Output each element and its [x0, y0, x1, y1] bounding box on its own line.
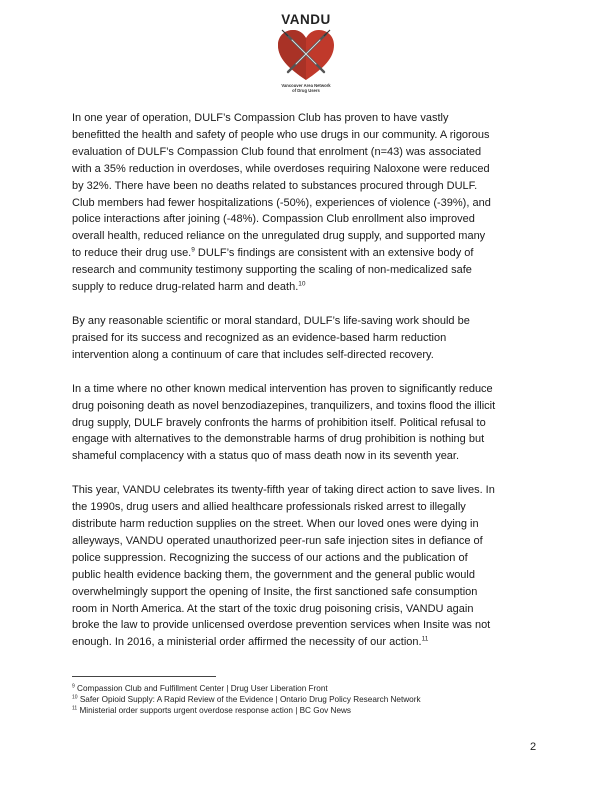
paragraph-1 — [72, 110, 542, 296]
footnote-link[interactable]: Safer Opioid Supply: A Rapid Review of the Evidence | Ontario Drug Policy Research Network — [77, 695, 421, 705]
text-line — [72, 245, 542, 262]
text-line: This year, VANDU celebrates its twenty-fifth year of taking direct action to save lives. In — [72, 484, 495, 497]
text-line: with a 35% reduction in overdoses, while overdoses requiring Naloxone were reduced — [72, 162, 490, 175]
text-line: broke the law to provide unlicensed overdose prevention services when Insite was not — [72, 619, 491, 632]
text-line: by 32%. There have been no deaths related to substances procured through DULF. — [72, 179, 478, 192]
text-line: Club members had fewer hospitalizations (-50%), experiences of violence (-39%), and — [72, 196, 491, 209]
text-line: In a time where no other known medical intervention has proven to significantly reduce — [72, 382, 493, 395]
text-line: public health evidence backing them, the government and the general public would — [72, 568, 475, 581]
footnote-10[interactable] — [72, 694, 542, 705]
footnote-number: 10 — [72, 694, 78, 701]
text-line: overall health, reduced reliance on the unregulated drug supply, and supported many — [72, 230, 486, 243]
text-segment: DULF’s findings are consistent with an extensive body of — [194, 247, 474, 260]
logo-title: VANDU — [281, 12, 331, 27]
page-header — [0, 0, 612, 100]
text-line: the 1990s, drug users and allied healthcare professionals risked arrest to illegally — [72, 501, 466, 514]
logo-subtitle-line2: of Drug Users — [292, 88, 320, 93]
text-line: police interactions after joining (-48%). Compassion Club enrollment also improved — [72, 213, 475, 226]
footnote-ref-9[interactable]: 9 — [191, 246, 195, 254]
text-line: distribute harm reduction supplies on the street. When our loved ones were dying in — [72, 518, 479, 531]
footnotes — [72, 683, 542, 717]
text-line: engage with alternatives to the demonstrable harms of drug prohibition is nothing but — [72, 433, 485, 446]
footnote-link[interactable]: Compassion Club and Fulfillment Center | Drug User Liberation Front — [74, 684, 328, 693]
text-line: By any reasonable scientific or moral standard, DULF’s life-saving work should be — [72, 314, 470, 327]
text-line: room in North America. At the start of the toxic drug poisoning crisis, VANDU again — [72, 602, 474, 615]
text-line: intervention along a continuum of care that includes self-directed recovery. — [72, 348, 434, 361]
paragraph-4 — [72, 482, 542, 651]
text-segment: enough. In 2016, a ministerial order affirmed the necessity of our action. — [72, 636, 422, 649]
text-line — [72, 634, 542, 651]
footnote-number: 11 — [72, 705, 78, 712]
vandu-heart-syringe-icon — [276, 28, 336, 82]
text-line: praised for its success and recognized as an evidence-based harm reduction — [72, 331, 447, 344]
text-line — [72, 279, 542, 296]
text-line: research and community testimony supporting the scaling of non-medicalized safe — [72, 264, 472, 277]
footnote-ref-11[interactable]: 11 — [421, 635, 429, 643]
paragraph-3 — [72, 381, 542, 466]
footnote-divider — [72, 676, 216, 677]
footnote-11[interactable] — [72, 705, 542, 716]
text-line: benefitted the health and safety of people who use drugs in our community. A rigorous — [72, 128, 490, 141]
page-number: 2 — [530, 741, 537, 753]
text-line: overwhelmingly support the opening of Insite, the first sanctioned safe consumption — [72, 585, 478, 598]
footnote-number: 9 — [72, 683, 75, 690]
text-line: drug poisoning death as novel benzodiazepines, tranquilizers, and toxins flood the illicit — [72, 399, 496, 412]
footnote-ref-10[interactable]: 10 — [298, 280, 306, 288]
text-segment: supply to reduce drug-related harm and death. — [72, 281, 299, 294]
text-line: alleyways, VANDU operated unauthorized peer-run safe injection sites in defiance of — [72, 534, 483, 547]
text-line: police suppression. Recognizing the success of our actions and the publication of — [72, 551, 468, 564]
text-line: drug supply, DULF bravely confronts the harms of prohibition itself. Political refusal to — [72, 416, 486, 429]
body-text — [72, 110, 542, 668]
footnote-link[interactable]: Ministerial order supports urgent overdose response action | BC Gov News — [77, 706, 352, 716]
text-line: In one year of operation, DULF’s Compassion Club has proven to have vastly — [72, 112, 449, 124]
text-line: evaluation of DULF’s Compassion Club found that enrolment (n=43) was associated — [72, 145, 482, 158]
text-segment: to reduce their drug use. — [72, 247, 192, 260]
text-line: shameful complacency with a status quo of mass death now in its seventh year. — [72, 450, 460, 463]
logo-subtitle-line1: Vancouver Area Network — [281, 83, 331, 88]
footnote-9[interactable] — [72, 683, 542, 694]
paragraph-2 — [72, 313, 542, 364]
